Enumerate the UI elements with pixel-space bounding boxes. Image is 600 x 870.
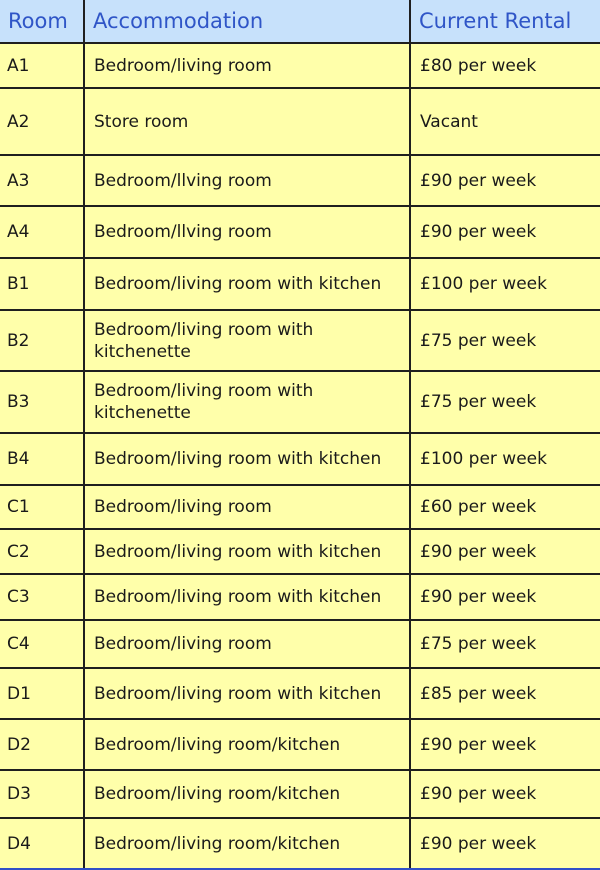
rental-cell: £75 per week: [410, 620, 600, 668]
room-cell: C1: [0, 485, 84, 529]
accommodation-cell: Bedroom/living room: [84, 620, 410, 668]
header-accommodation: Accommodation: [84, 0, 410, 43]
accommodation-cell: Bedroom/living room with kitchen: [84, 668, 410, 719]
rental-cell: £100 per week: [410, 258, 600, 310]
table-row: [0, 258, 600, 310]
accommodation-cell: Bedroom/living room with kitchen: [84, 574, 410, 620]
accommodation-cell: Bedroom/llving room: [84, 155, 410, 206]
room-cell: C2: [0, 529, 84, 574]
rental-cell: £90 per week: [410, 206, 600, 258]
accommodation-cell: Bedroom/living room/kitchen: [84, 818, 410, 869]
table-row: [0, 88, 600, 155]
accommodation-cell: Bedroom/living room with kitchen: [84, 433, 410, 485]
table-row: [0, 770, 600, 818]
table-row: [0, 433, 600, 485]
table-header-row: [0, 0, 600, 43]
table-row: [0, 310, 600, 371]
accommodation-cell: Bedroom/living room with kitchen: [84, 529, 410, 574]
room-cell: A2: [0, 88, 84, 155]
accommodation-cell: Store room: [84, 88, 410, 155]
header-current-rental: Current Rental: [410, 0, 600, 43]
rental-cell: Vacant: [410, 88, 600, 155]
accommodation-cell: Bedroom/living room: [84, 43, 410, 88]
room-cell: D2: [0, 719, 84, 770]
rental-cell: £90 per week: [410, 770, 600, 818]
table-row: [0, 155, 600, 206]
accommodation-cell: Bedroom/living room with kitchenette: [84, 371, 410, 433]
table-body: [0, 43, 600, 869]
table-row: [0, 668, 600, 719]
room-cell: B1: [0, 258, 84, 310]
room-cell: A3: [0, 155, 84, 206]
table-row: [0, 485, 600, 529]
rental-cell: £100 per week: [410, 433, 600, 485]
room-cell: D3: [0, 770, 84, 818]
room-cell: D1: [0, 668, 84, 719]
room-cell: A1: [0, 43, 84, 88]
room-cell: A4: [0, 206, 84, 258]
accommodation-cell: Bedroom/llving room: [84, 206, 410, 258]
table-row: [0, 719, 600, 770]
rental-cell: £90 per week: [410, 818, 600, 869]
table-row: [0, 818, 600, 869]
table-row: [0, 574, 600, 620]
room-cell: D4: [0, 818, 84, 869]
accommodation-cell: Bedroom/living room: [84, 485, 410, 529]
table-row: [0, 206, 600, 258]
table-row: [0, 620, 600, 668]
rental-cell: £60 per week: [410, 485, 600, 529]
table-row: [0, 371, 600, 433]
header-room: Room: [0, 0, 84, 43]
rental-cell: £90 per week: [410, 155, 600, 206]
rental-cell: £75 per week: [410, 371, 600, 433]
room-cell: B2: [0, 310, 84, 371]
accommodation-cell: Bedroom/living room with kitchenette: [84, 310, 410, 371]
accommodation-cell: Bedroom/living room/kitchen: [84, 770, 410, 818]
table-row: [0, 43, 600, 88]
room-cell: C4: [0, 620, 84, 668]
rental-cell: £90 per week: [410, 719, 600, 770]
rental-cell: £75 per week: [410, 310, 600, 371]
room-cell: B3: [0, 371, 84, 433]
table-row: [0, 529, 600, 574]
rental-cell: £90 per week: [410, 574, 600, 620]
room-cell: B4: [0, 433, 84, 485]
rental-cell: £80 per week: [410, 43, 600, 88]
rental-cell: £90 per week: [410, 529, 600, 574]
rental-cell: £85 per week: [410, 668, 600, 719]
accommodation-cell: Bedroom/living room/kitchen: [84, 719, 410, 770]
accommodation-cell: Bedroom/living room with kitchen: [84, 258, 410, 310]
room-cell: C3: [0, 574, 84, 620]
